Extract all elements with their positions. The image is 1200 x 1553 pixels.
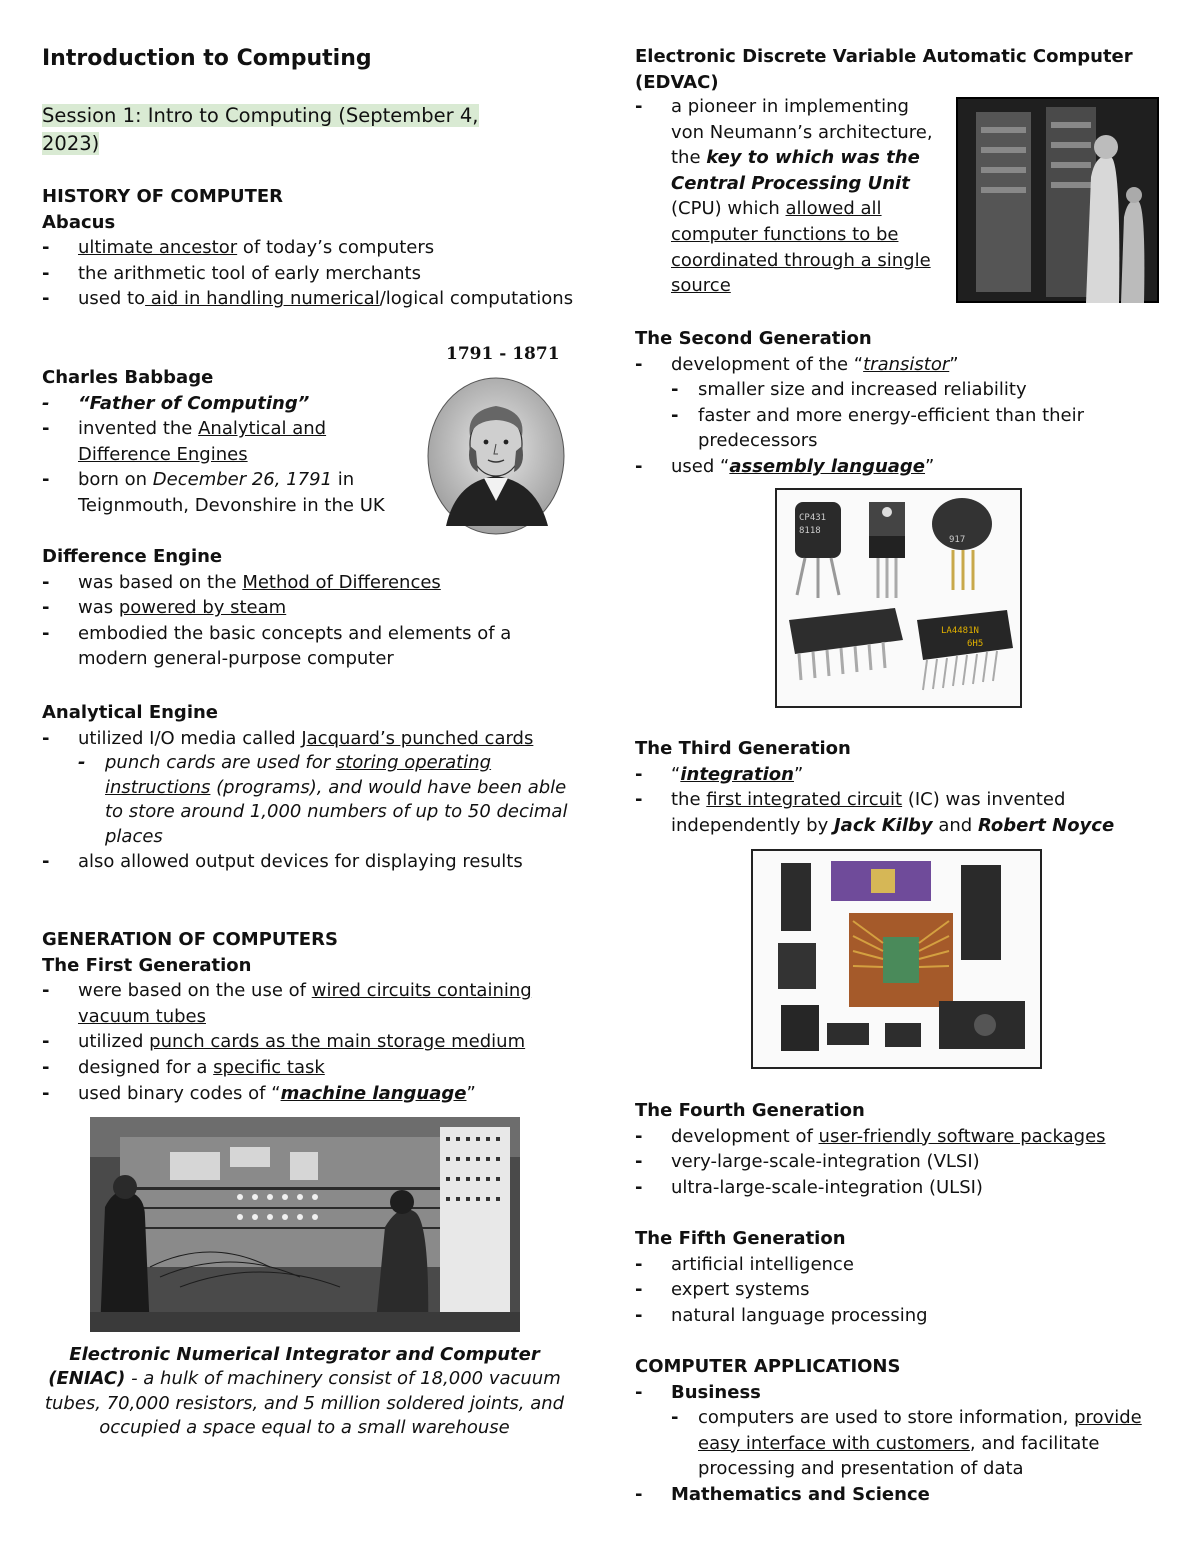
underlined-text: ultimate ancestor (78, 237, 238, 259)
text: development of the “ (671, 353, 864, 375)
list-item (42, 1055, 577, 1081)
applications-section (635, 1354, 1165, 1508)
list-item (42, 286, 577, 312)
analytical-engine-heading: Analytical Engine (42, 702, 219, 723)
difference-engine-heading: Difference Engine (42, 546, 223, 567)
text: used “ (671, 455, 730, 477)
text: was (78, 597, 119, 619)
portrait-illustration (426, 376, 566, 536)
text: (IC) was invented independently by (671, 789, 1066, 836)
list-item: - embodied the basic concepts and elements of a modern general-purpose computer (42, 621, 577, 672)
list-item (635, 454, 1165, 480)
text: was based on the (78, 571, 243, 593)
text: ” (925, 455, 935, 477)
difference-engine-section (42, 544, 577, 672)
eniac-illustration (90, 1117, 520, 1332)
eniac-caption (42, 1343, 567, 1441)
list-item (635, 94, 945, 299)
abacus-heading: Abacus (42, 211, 116, 233)
list-item (42, 1029, 577, 1055)
sub-list-item: - faster and more energy-efficient than their predecessors (671, 403, 1165, 454)
fifth-generation-list (635, 1252, 1165, 1329)
text: ” (466, 1082, 476, 1104)
text: ” (949, 353, 959, 375)
sub-list-item (78, 751, 577, 849)
text: utilized I/O media called (78, 727, 302, 749)
bold-italic-underlined-text: integration (680, 763, 794, 785)
list-item (635, 762, 1165, 788)
first-generation-section (42, 927, 577, 1106)
list-item: - “Father of Computing” (42, 391, 412, 417)
list-item (635, 1124, 1165, 1150)
text: “ (671, 763, 681, 785)
babbage-list (42, 391, 412, 519)
underlined-text: wired circuits containing vacuum tubes (78, 980, 532, 1027)
fifth-generation-heading: The Fifth Generation (635, 1228, 846, 1249)
text: (programs), and would have been able to store around 1,000 numbers of up to 50 decimal places (105, 776, 568, 847)
list-item (42, 1081, 577, 1107)
first-generation-heading: The First Generation (42, 954, 252, 976)
underlined-text: provide easy interface with customers (698, 1407, 1142, 1454)
list-item: - natural language processing (635, 1303, 1165, 1329)
applications-list (635, 1380, 1165, 1508)
second-generation-sublist (671, 377, 1165, 454)
underlined-text: aid in handling numerical (145, 288, 380, 310)
third-generation-list (635, 762, 1165, 839)
list-item (42, 570, 577, 596)
integrated-circuits-photo (751, 849, 1042, 1069)
text: designed for a (78, 1056, 214, 1078)
underlined-text: Analytical and Difference Engines (78, 418, 327, 465)
text: a pioneer in implementing von Neumann’s architecture, the (671, 96, 933, 169)
text: /logical computations (379, 288, 574, 310)
eniac-photo (90, 1117, 520, 1332)
edvac-list (635, 94, 945, 299)
list-item: - artificial intelligence (635, 1252, 1165, 1278)
text: computers are used to store information, (698, 1407, 1075, 1429)
underlined-text: Jacquard’s punched cards (301, 727, 534, 749)
list-item (42, 467, 412, 518)
list-item: - also allowed output devices for displaying results (42, 849, 577, 875)
caption-text: - a hulk of machinery consist of 18,000 vacuum tubes, 70,000 resistors, and 5 million soldered joints, and occupied a space equal to a small warehouse (44, 1368, 565, 1439)
caption-bold: Electronic Numerical Integrator and Computer (ENIAC) (48, 1344, 540, 1390)
edvac-illustration (956, 97, 1159, 303)
bold-italic-underlined-text: assembly language (729, 455, 926, 477)
transistors-illustration (777, 490, 1020, 706)
chip-label: 8118 (799, 526, 821, 536)
session-heading (42, 102, 522, 158)
analytical-engine-sublist (78, 751, 577, 849)
underlined-text: Method of Differences (242, 571, 441, 593)
underlined-text: specific task (213, 1056, 325, 1078)
text: were based on the use of (78, 980, 312, 1002)
underlined-text: user-friendly software packages (818, 1125, 1106, 1147)
text: used to (78, 288, 146, 310)
text: of today’s computers (237, 237, 435, 259)
edvac-heading: Electronic Discrete Variable Automatic Computer (EDVAC) (635, 46, 1133, 93)
list-item (42, 235, 577, 261)
bold-text: Mathematics and Science (671, 1483, 930, 1505)
italic-text: December 26, 1791 (152, 469, 333, 491)
italic-underlined-text: transistor (863, 353, 950, 375)
difference-engine-list (42, 570, 577, 672)
transistors-photo (775, 488, 1022, 708)
text: in Teignmouth, Devonshire in the UK (78, 469, 385, 516)
babbage-portrait (426, 376, 566, 536)
text: utilized (78, 1031, 150, 1053)
history-heading: HISTORY OF COMPUTER (42, 186, 284, 207)
text: used binary codes of “ (78, 1082, 281, 1104)
bold-italic-text: Robert Noyce (977, 814, 1115, 836)
babbage-dates: 1791 - 1871 (446, 344, 560, 364)
analytical-engine-section (42, 700, 577, 875)
bold-italic-underlined-text: machine language (280, 1082, 467, 1104)
underlined-text: powered by steam (118, 597, 287, 619)
list-item: - ultra-large-scale-integration (ULSI) (635, 1175, 1165, 1201)
list-item (42, 416, 412, 467)
second-generation-section (635, 326, 1165, 480)
chip-label: LA4481N (941, 626, 979, 636)
underlined-text: punch cards as the main storage medium (149, 1031, 526, 1053)
third-generation-section (635, 736, 1165, 838)
chip-label: 6H5 (967, 639, 984, 649)
list-item (635, 1482, 1165, 1508)
text: , and facilitate processing and presentation of data (698, 1432, 1100, 1480)
list-item: - expert systems (635, 1277, 1165, 1303)
text: the (671, 789, 707, 811)
session-highlight: Session 1: Intro to Computing (September 4, 2023) (42, 104, 479, 155)
sub-list-item: - smaller size and increased reliability (671, 377, 1165, 403)
list-item (42, 978, 577, 1029)
second-generation-list (635, 352, 1165, 480)
bold-italic-text: key to which was the Central Processing Unit (671, 147, 920, 194)
text: ” (794, 763, 804, 785)
second-generation-heading: The Second Generation (635, 328, 872, 349)
babbage-section (42, 365, 412, 519)
babbage-heading: Charles Babbage (42, 367, 214, 388)
analytical-engine-list (42, 726, 577, 875)
fourth-generation-heading: The Fourth Generation (635, 1100, 865, 1121)
text: (CPU) which (671, 198, 786, 220)
fifth-generation-section (635, 1226, 1165, 1328)
edvac-section (635, 94, 945, 299)
page-title: Introduction to Computing (42, 46, 372, 71)
underlined-text: first integrated circuit (706, 789, 903, 811)
list-item (635, 352, 1165, 454)
bold-text: Business (671, 1381, 761, 1403)
third-generation-heading: The Third Generation (635, 738, 851, 759)
ic-illustration (753, 851, 1040, 1067)
fourth-generation-list (635, 1124, 1165, 1201)
text: born on (78, 469, 153, 491)
list-item: - the arithmetic tool of early merchants (42, 261, 577, 287)
text: and (932, 814, 978, 836)
sub-list-item (671, 1405, 1165, 1482)
edvac-photo (956, 97, 1159, 303)
list-item (635, 1380, 1165, 1482)
first-generation-list (42, 978, 577, 1106)
text: punch cards are used for (105, 752, 336, 774)
list-item (42, 726, 577, 850)
list-item: - very-large-scale-integration (VLSI) (635, 1149, 1165, 1175)
history-section (42, 184, 577, 312)
chip-label: CP431 (799, 513, 827, 523)
fourth-generation-section (635, 1098, 1165, 1200)
underlined-text: storing operating instructions (105, 752, 492, 798)
bold-italic-text: Jack Kilby (833, 814, 933, 836)
abacus-list (42, 235, 577, 312)
business-sublist (671, 1405, 1165, 1482)
generations-heading: GENERATION OF COMPUTERS (42, 929, 338, 950)
text: invented the (78, 418, 199, 440)
chip-label: 917 (949, 535, 966, 545)
list-item (42, 595, 577, 621)
list-item (635, 787, 1165, 838)
applications-heading: COMPUTER APPLICATIONS (635, 1356, 901, 1377)
underlined-text: allowed all computer functions to be coordinated through a single source (671, 198, 931, 297)
text: development of (671, 1125, 819, 1147)
